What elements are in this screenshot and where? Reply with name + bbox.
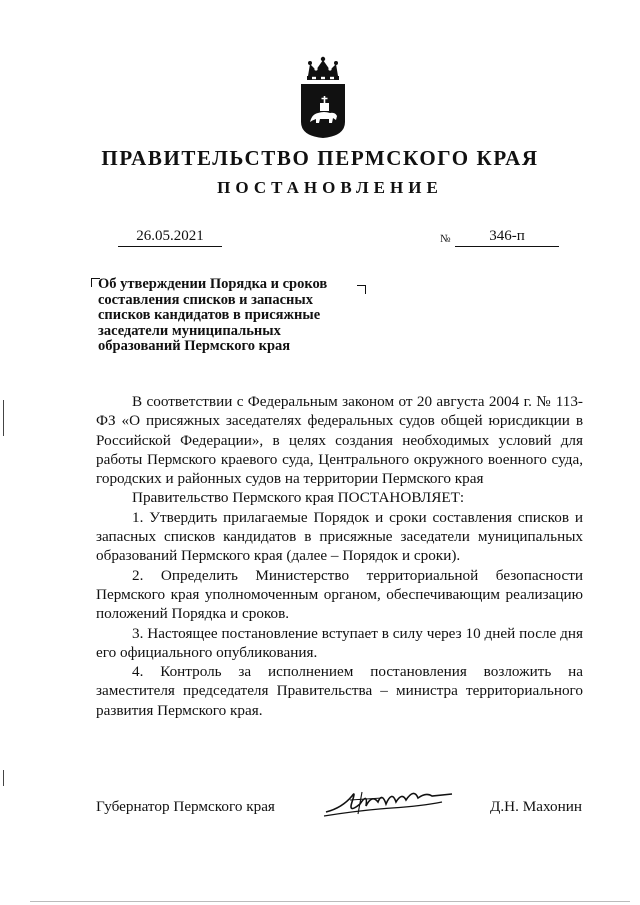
decree-item-3: 3. Настоящее постановление вступает в силу через 10 дней после дня его официального опубликования.	[96, 624, 583, 661]
decree-subject	[98, 277, 358, 355]
decree-date: 26.05.2021	[118, 228, 222, 247]
subject-line: заседатели муниципальных	[98, 322, 281, 339]
decree-item-1: 1. Утвердить прилагаемые Порядок и сроки составления списков и запасных списков кандидатов в присяжные заседатели муниципальных образований Пермского края (далее – Порядок и сроки).	[96, 508, 583, 565]
resolves-paragraph: Правительство Пермского края ПОСТАНОВЛЯЕТ:	[132, 489, 465, 507]
government-title: ПРАВИТЕЛЬСТВО ПЕРМСКОГО КРАЯ	[101, 146, 539, 170]
decree-item-2: 2. Определить Министерство территориальной безопасности Пермского края уполномоченным органом, обеспечивающим реализацию положений Порядка и сроков.	[96, 566, 583, 623]
subject-line: списков кандидатов в присяжные	[98, 307, 321, 324]
decree-body	[96, 392, 583, 720]
document-type-title: ПОСТАНОВЛЕНИЕ	[217, 178, 443, 197]
signatory-position: Губернатор Пермского края	[96, 798, 275, 815]
number-label: №	[440, 233, 451, 245]
coat-of-arms-emblem	[298, 56, 348, 140]
subject-line: образований Пермского края	[98, 338, 291, 355]
scan-bottom-edge	[30, 901, 630, 902]
decree-item-4: 4. Контроль за исполнением постановления возложить на заместителя председателя Правительства – министра территориального развития Пермского края.	[96, 663, 583, 719]
scan-margin-mark	[3, 400, 4, 436]
decree-number: 346-п	[455, 228, 559, 247]
subject-bracket-right	[357, 285, 366, 294]
signatory-name: Д.Н. Махонин	[490, 798, 582, 815]
preamble-paragraph: В соответствии с Федеральным законом от 20 августа 2004 г. № 113-ФЗ «О присяжных заседателях федеральных судов общей юрисдикции в Российской Федерации», в целях создания необходимых условий для работы Пермского краевого суда, Центрального окружного военного суда, городских и районных судов на территории Пермского края	[96, 393, 583, 488]
handwritten-signature	[322, 782, 462, 822]
subject-line: составления списков и запасных	[98, 291, 313, 308]
scan-margin-mark	[3, 770, 4, 786]
subject-line: Об утверждении Порядка и сроков	[98, 276, 328, 292]
